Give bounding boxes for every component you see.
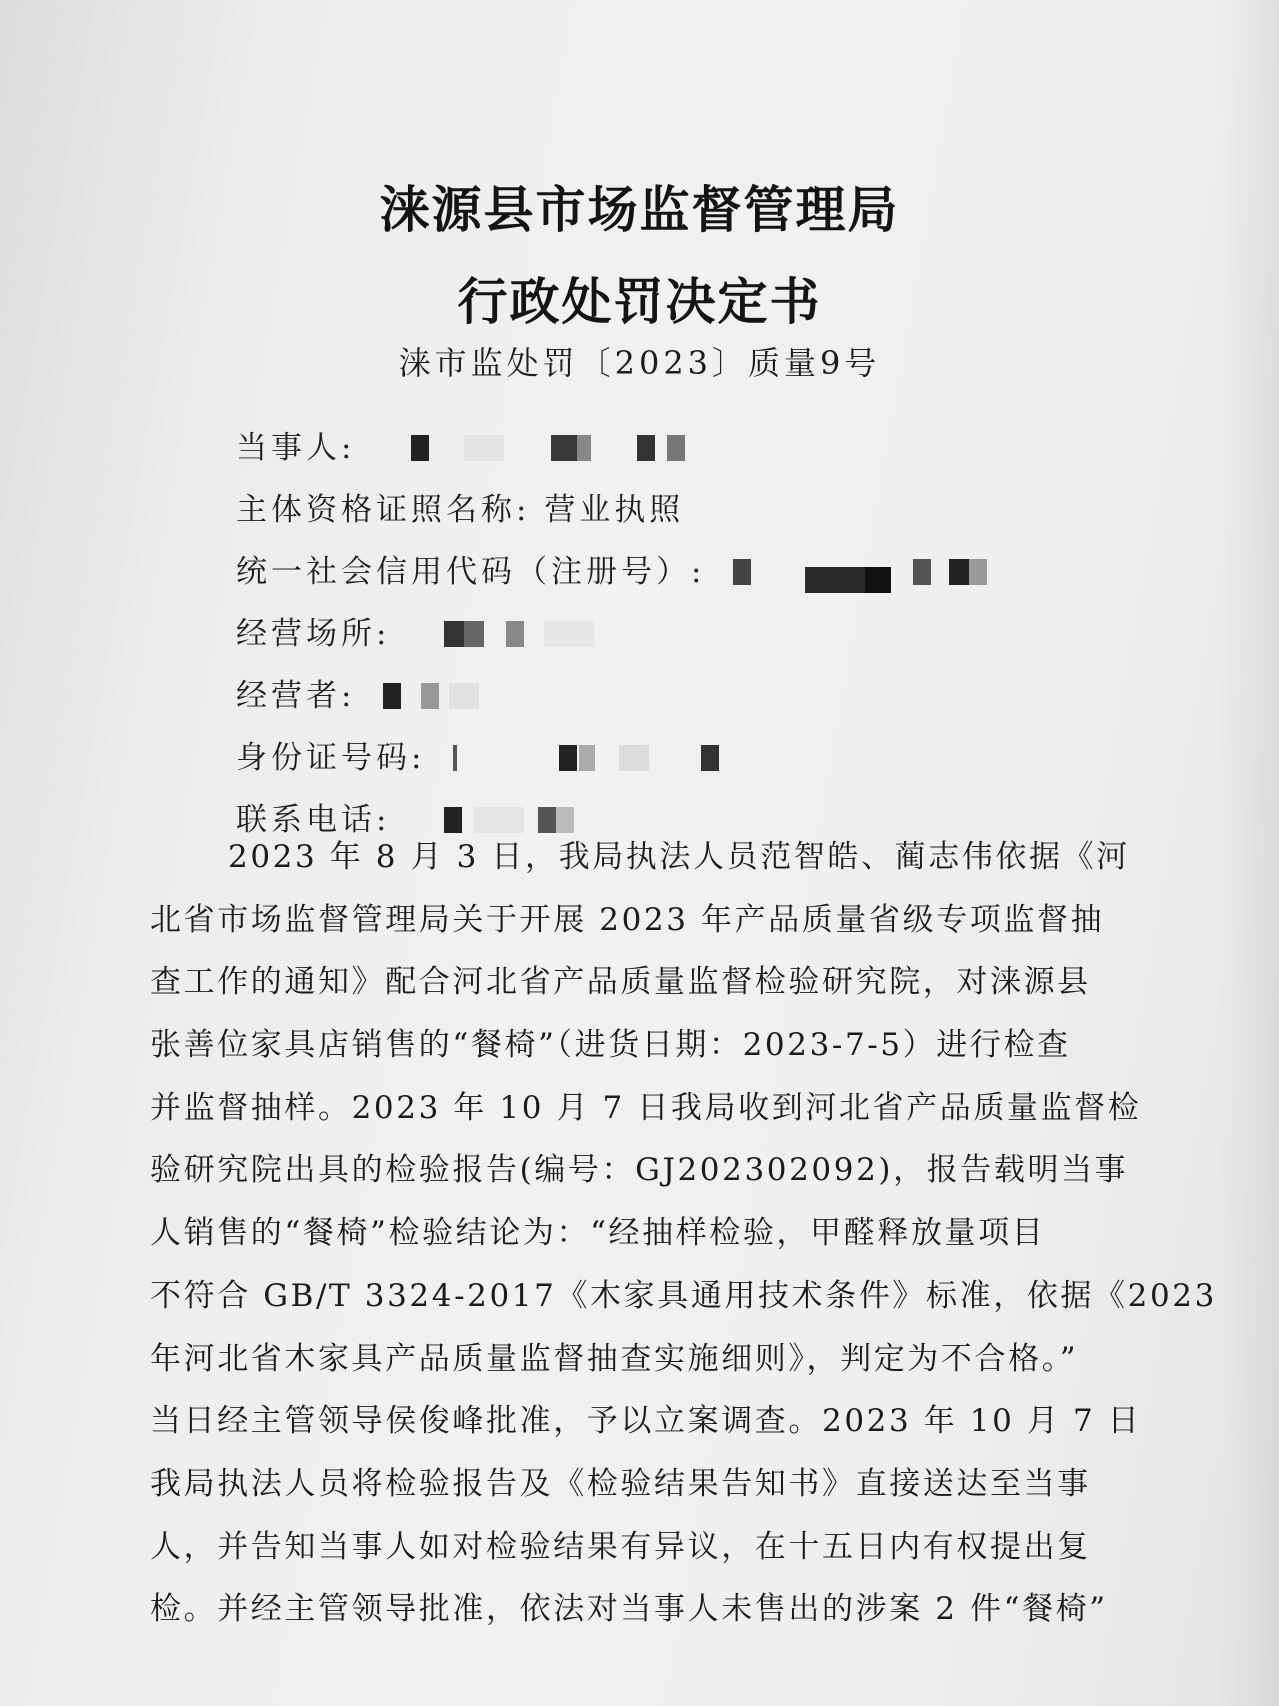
field-credit-code: [236, 546, 1019, 591]
body-line: 2023 年 8 月 3 日，我局执法人员范智皓、蔺志伟依据《河: [228, 839, 1130, 875]
field-label: 经营者:: [236, 678, 356, 714]
field-label: 联系电话:: [236, 802, 391, 838]
field-label: 身份证号码:: [236, 740, 426, 776]
body-line: 检。并经主管领导批准，依法对当事人未售出的涉案 2 件“餐椅”: [150, 1591, 1108, 1628]
field-operator: [236, 670, 529, 715]
field-license-type: [236, 484, 684, 529]
body-line: 查工作的通知》配合河北省产品质量监督检验研究院，对涞源县: [150, 964, 1091, 1001]
field-premises: [236, 608, 624, 653]
body-line: 我局执法人员将检验报告及《检验结果告知书》直接送达至当事: [150, 1465, 1091, 1502]
body-line: 并监督抽样。2023 年 10 月 7 日我局收到河北省产品质量监督检: [150, 1089, 1142, 1126]
body-line: 人，并告知当事人如对检验结果有异议，在十五日内有权提出复: [150, 1528, 1091, 1565]
agency-title: 涞源县市场监督管理局: [379, 180, 900, 239]
body-line: 北省市场监督管理局关于开展 2023 年产品质量省级专项监督抽: [150, 901, 1105, 938]
body-paragraph: [150, 826, 1217, 1641]
redacted-value: [369, 683, 529, 713]
field-label: 当事人:: [236, 430, 356, 466]
document-title: 行政处罚决定书: [457, 272, 822, 331]
redacted-value: [439, 745, 759, 775]
field-value: 营业执照: [544, 492, 685, 528]
document-number: 涞市监处罚〔2023〕质量9号: [398, 344, 881, 382]
body-line: 人销售的“餐椅”检验结论为：“经抽样检验，甲醛释放量项目: [150, 1215, 1046, 1252]
field-label: 经营场所:: [236, 616, 391, 652]
body-line: 年河北省木家具产品质量监督抽查实施细则》，判定为不合格。”: [150, 1340, 1079, 1377]
redacted-value: [404, 621, 624, 651]
body-line: 不符合 GB/T 3324-2017《木家具通用技术条件》标准，依据《2023: [150, 1277, 1217, 1314]
field-label: 主体资格证照名称:: [236, 492, 531, 528]
field-id-number: [236, 732, 759, 777]
field-party: [236, 422, 689, 467]
body-line: 当日经主管领导侯俊峰批准，予以立案调查。2023 年 10 月 7 日: [150, 1403, 1142, 1440]
field-label: 统一社会信用代码（注册号）:: [236, 554, 706, 590]
body-line: 张善位家具店销售的“餐椅”（进货日期：2023-7-5）进行检查: [150, 1027, 1071, 1064]
page-edge-shadow: [1219, 0, 1279, 1706]
redacted-value: [719, 559, 1019, 589]
redacted-value: [369, 435, 689, 465]
body-line: 验研究院出具的检验报告(编号：GJ202302092)，报告载明当事: [150, 1152, 1129, 1189]
